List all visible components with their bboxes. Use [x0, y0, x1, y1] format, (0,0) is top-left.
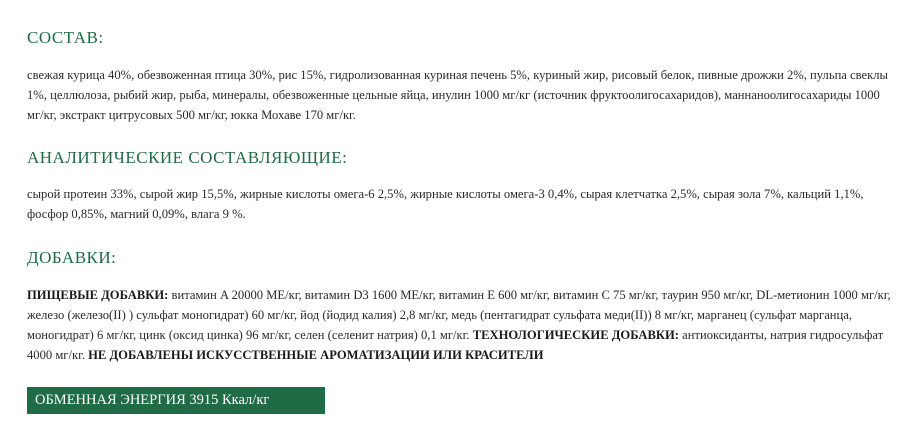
no-additives-notice: НЕ ДОБАВЛЕНЫ ИСКУССТВЕННЫЕ АРОМАТИЗАЦИИ ИЛИ КРАСИТЕЛИ: [88, 348, 544, 362]
tech-additives-label: ТЕХНОЛОГИЧЕСКИЕ ДОБАВКИ:: [472, 328, 679, 342]
tech-additives-text: антиоксиданты, натрия гидросульфат 4000 мг/кг.: [27, 328, 884, 362]
analytical-heading: АНАЛИТИЧЕСКИЕ СОСТАВЛЯЮЩИЕ:: [27, 148, 348, 167]
food-additives-label: ПИЩЕВЫЕ ДОБАВКИ:: [27, 288, 169, 302]
additives-heading: ДОБАВКИ:: [27, 248, 117, 267]
composition-text: свежая курица 40%, обезвоженная птица 30%, рис 15%, гидролизованная куриная печень 5%, куриный жир, рисовый белок, пивные дрожжи 2%, пульпа свеклы 1%, целлюлоза, рыбий жир, рыба, минералы, обезвоженные цельные яйца, инулин 1000 мг/кг (источник фруктоолигосахаридов), маннаноолигосахариды 1000 мг/кг, экстракт цитрусовых 500 мг/кг, юкка Мохаве 170 мг/кг.: [27, 68, 888, 122]
food-additives-text: витамин A 20000 МЕ/кг, витамин D3 1600 МЕ/кг, витамин E 600 мг/кг, витамин C 75 мг/кг, таурин 950 мг/кг, DL-метионин 1000 мг/кг, железо (железо(II) ) сульфат моногидрат) 60 мг/кг, йод (йодид калия) 2,8 мг/кг, медь (пентагидрат сульфата меди(II)) 8 мг/кг, марганец (сульфат марганца, моногидрат) 6 мг/кг, цинк (оксид цинка) 96 мг/кг, селен (селенит натрия) 0,1 мг/кг.: [27, 288, 891, 342]
additives-text: [27, 285, 897, 365]
analytical-text: сырой протеин 33%, сырой жир 15,5%, жирные кислоты омега-6 2,5%, жирные кислоты омега-3 0,4%, сырая клетчатка 2,5%, сырая зола 7%, кальций 1,1%, фосфор 0,85%, магний 0,09%, влага 9 %.: [27, 187, 864, 221]
energy-badge: ОБМЕННАЯ ЭНЕРГИЯ 3915 Ккал/кг: [27, 387, 325, 414]
composition-heading: СОСТАВ:: [27, 28, 104, 47]
